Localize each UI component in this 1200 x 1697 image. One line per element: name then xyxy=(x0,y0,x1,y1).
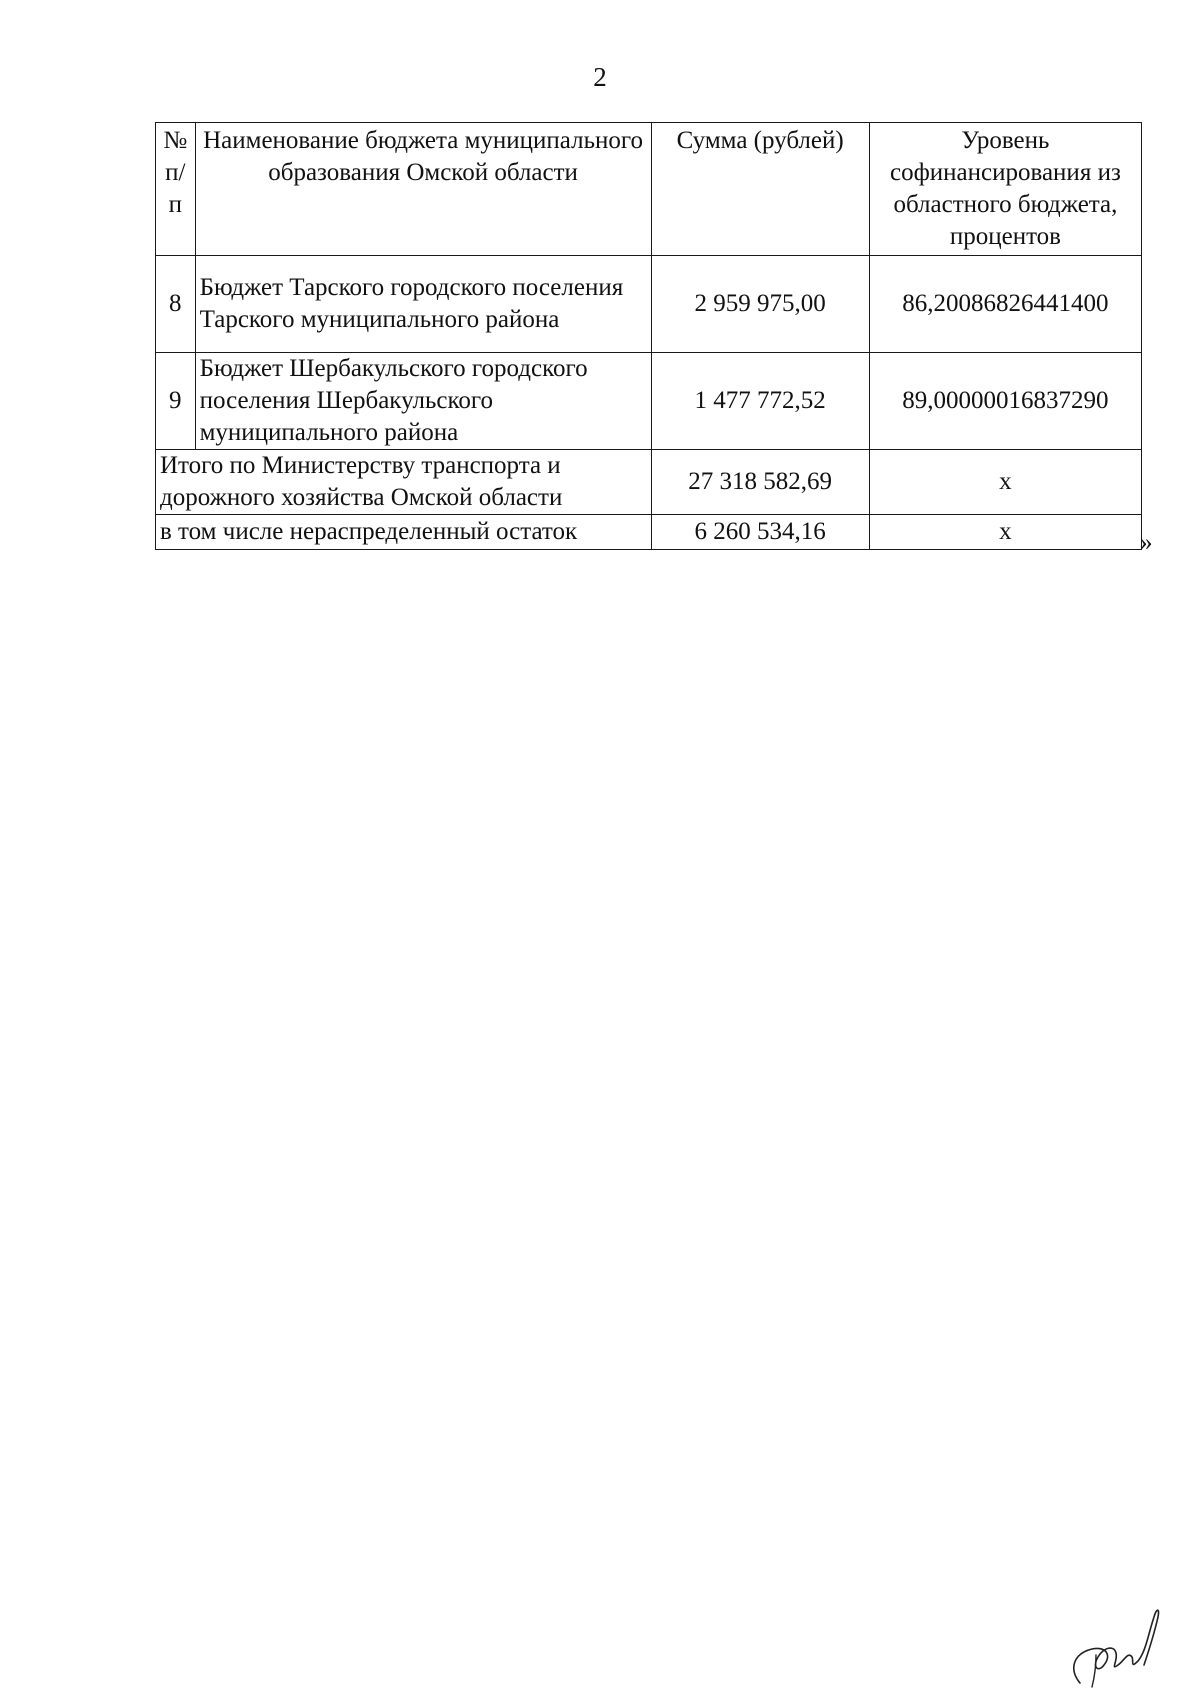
remainder-sum: 6 260 534,16 xyxy=(651,515,869,550)
table-header-row xyxy=(156,123,1142,256)
table-row xyxy=(156,256,1142,353)
header-level: Уровень софинансирования из областного бюджета, процентов xyxy=(869,123,1141,256)
total-row xyxy=(156,450,1142,515)
signature-mark xyxy=(1062,1595,1172,1690)
row-num: 8 xyxy=(156,256,196,353)
row-level: 89,00000016837290 xyxy=(869,353,1141,450)
row-name: Бюджет Шербакульского городского поселения Шербакульского муниципального района xyxy=(195,353,651,450)
total-sum: 27 318 582,69 xyxy=(651,450,869,515)
row-num: 9 xyxy=(156,353,196,450)
row-sum: 2 959 975,00 xyxy=(651,256,869,353)
remainder-label: в том числе нераспределенный остаток xyxy=(156,515,652,550)
header-name: Наименование бюджета муниципального образования Омской области xyxy=(195,123,651,256)
header-num: № п/п xyxy=(156,123,196,256)
closing-quote: » xyxy=(1140,529,1153,556)
remainder-level: х xyxy=(869,515,1141,550)
row-level: 86,20086826441400 xyxy=(869,256,1141,353)
total-label: Итого по Министерству транспорта и дорожного хозяйства Омской области xyxy=(156,450,652,515)
table-row xyxy=(156,353,1142,450)
row-name: Бюджет Тарского городского поселения Тарского муниципального района xyxy=(195,256,651,353)
page-number: 2 xyxy=(593,62,607,92)
budget-table xyxy=(155,122,1142,550)
row-sum: 1 477 772,52 xyxy=(651,353,869,450)
header-sum: Сумма (рублей) xyxy=(651,123,869,256)
remainder-row xyxy=(156,515,1142,550)
total-level: х xyxy=(869,450,1141,515)
